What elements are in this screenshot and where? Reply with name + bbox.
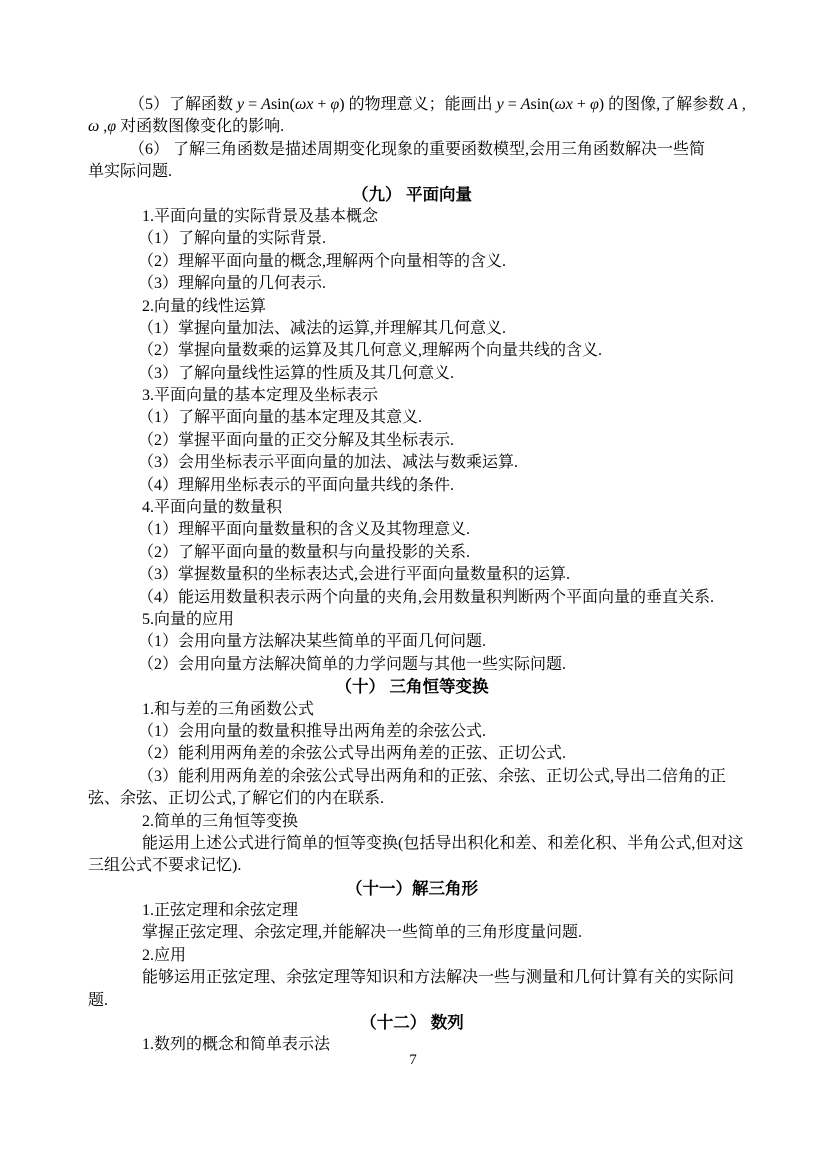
text-segment: （2）理解平面向量的概念,理解两个向量相等的含义. bbox=[138, 252, 507, 270]
text-line bbox=[88, 609, 736, 631]
text-line bbox=[88, 743, 736, 765]
text-segment: 5.向量的应用 bbox=[142, 610, 235, 628]
text-segment: （3）了解向量线性运算的性质及其几何意义. bbox=[138, 364, 455, 382]
text-line bbox=[88, 542, 736, 564]
text-segment: 2.简单的三角恒等变换 bbox=[142, 812, 299, 830]
text-segment: （4）理解用坐标表示的平面向量共线的条件. bbox=[138, 476, 455, 494]
text-segment: 2.应用 bbox=[142, 946, 187, 964]
text-line bbox=[88, 228, 736, 250]
text-segment: （5）了解函数 bbox=[129, 96, 238, 113]
text-line bbox=[88, 116, 736, 138]
text-segment: 1.数列的概念和简单表示法 bbox=[142, 1036, 331, 1054]
text-line bbox=[88, 990, 736, 1012]
text-segment: （4）能运用数量积表示两个向量的夹角,会用数量积判断两个平面向量的垂直关系. bbox=[138, 588, 715, 606]
text-line bbox=[88, 766, 736, 788]
text-line bbox=[88, 519, 736, 541]
page-number: 7 bbox=[409, 1052, 417, 1068]
text-segment: （2）能利用两角差的余弦公式导出两角差的正弦、正切公式. bbox=[138, 745, 567, 763]
text-segment: 能够运用正弦定理、余弦定理等知识和方法解决一些与测量和几何计算有关的实际问 bbox=[142, 969, 735, 987]
text-segment: 4.平面向量的数量积 bbox=[142, 499, 283, 517]
text-segment: （2）会用向量方法解决简单的力学问题与其他一些实际问题. bbox=[138, 655, 567, 673]
text-segment: （3）会用坐标表示平面向量的加法、减法与数乘运算. bbox=[138, 454, 519, 472]
text-line bbox=[88, 811, 736, 833]
math-expression: y bbox=[496, 96, 504, 113]
text-line bbox=[88, 94, 746, 116]
section-heading bbox=[88, 1012, 736, 1034]
math-expression: A bbox=[261, 96, 271, 113]
text-segment: = bbox=[244, 96, 262, 113]
text-segment: + bbox=[572, 96, 590, 113]
text-line bbox=[88, 788, 736, 810]
text-line bbox=[88, 587, 736, 609]
text-line bbox=[88, 497, 736, 519]
text-line bbox=[88, 855, 736, 877]
math-expression: φ bbox=[330, 96, 340, 113]
text-segment: 的图像,了解参数 bbox=[604, 96, 729, 113]
document-body bbox=[88, 94, 746, 1057]
text-segment: sin( bbox=[530, 96, 555, 113]
text-segment: （3）理解向量的几何表示. bbox=[138, 275, 327, 293]
math-expression: y bbox=[237, 96, 245, 113]
math-expression: φ bbox=[107, 118, 117, 136]
text-segment: （1）了解平面向量的基本定理及其意义. bbox=[138, 409, 423, 427]
text-segment: （3）能利用两角差的余弦公式导出两角和的正弦、余弦、正切公式,导出二倍角的正 bbox=[138, 767, 727, 785]
text-line bbox=[88, 654, 736, 676]
text-line bbox=[88, 139, 736, 161]
text-segment: （1）会用向量方法解决某些简单的平面几何问题. bbox=[138, 633, 487, 651]
math-expression: ωx bbox=[554, 96, 573, 113]
text-segment: , bbox=[737, 96, 746, 113]
text-line bbox=[88, 721, 736, 743]
text-segment: 3.平面向量的基本定理及坐标表示 bbox=[142, 387, 379, 405]
text-segment: （6） 了解三角函数是描述周期变化现象的重要函数模型,会用三角函数解决一些简 bbox=[129, 140, 706, 158]
math-expression: A bbox=[728, 96, 738, 113]
text-line bbox=[88, 363, 736, 385]
text-line bbox=[88, 385, 736, 407]
text-line bbox=[88, 699, 736, 721]
text-line bbox=[88, 833, 744, 855]
text-segment: （1）会用向量的数量积推导出两角差的余弦公式. bbox=[138, 722, 487, 740]
text-line bbox=[88, 475, 736, 497]
text-line bbox=[88, 452, 736, 474]
text-line bbox=[88, 900, 736, 922]
math-expression: ω bbox=[88, 118, 100, 136]
text-segment: 掌握正弦定理、余弦定理,并能解决一些简单的三角形度量问题. bbox=[142, 924, 583, 942]
text-line bbox=[88, 161, 736, 183]
text-segment: 弦、余弦、正切公式,了解它们的内在联系. bbox=[88, 790, 385, 808]
section-heading bbox=[88, 184, 736, 206]
text-segment: 能运用上述公式进行简单的恒等变换(包括导出积化和差、和差化积、半角公式,但对这 bbox=[142, 834, 744, 852]
text-segment: （2）了解平面向量的数量积与向量投影的关系. bbox=[138, 543, 471, 561]
text-segment: sin( bbox=[270, 96, 295, 113]
text-line bbox=[88, 631, 736, 653]
text-line bbox=[88, 564, 736, 586]
text-segment: 2.向量的线性运算 bbox=[142, 297, 267, 315]
text-segment: 1.平面向量的实际背景及基本概念 bbox=[142, 207, 379, 225]
text-segment: （1）理解平面向量数量积的含义及其物理意义. bbox=[138, 521, 471, 539]
text-segment: ) bbox=[598, 96, 605, 113]
text-line bbox=[88, 318, 736, 340]
math-expression: A bbox=[520, 96, 531, 113]
text-line bbox=[88, 945, 736, 967]
text-segment: 1.正弦定理和余弦定理 bbox=[142, 902, 299, 920]
section-heading bbox=[88, 878, 736, 900]
text-line bbox=[88, 251, 736, 273]
text-line bbox=[88, 340, 736, 362]
text-segment: （十） 三角恒等变换 bbox=[335, 678, 489, 697]
math-expression: ωx bbox=[294, 96, 314, 113]
text-segment: 单实际问题. bbox=[88, 163, 173, 181]
text-segment: （1）掌握向量加法、减法的运算,并理解其几何意义. bbox=[138, 319, 507, 337]
text-line bbox=[88, 922, 736, 944]
text-segment: 的物理意义；能画出 bbox=[344, 96, 497, 113]
text-segment: = bbox=[503, 96, 521, 113]
text-segment: （3）掌握数量积的坐标表达式,会进行平面向量数量积的运算. bbox=[138, 566, 571, 584]
text-segment: + bbox=[313, 96, 331, 113]
text-segment: , bbox=[99, 118, 108, 136]
text-segment: （九） 平面向量 bbox=[351, 185, 473, 204]
text-segment: （十二） 数列 bbox=[360, 1014, 464, 1033]
math-expression: φ bbox=[589, 96, 599, 113]
text-line bbox=[88, 206, 736, 228]
text-line bbox=[88, 296, 736, 318]
text-line bbox=[88, 967, 736, 989]
text-segment: 题. bbox=[88, 991, 109, 1009]
text-segment: 三组公式不要求记忆). bbox=[88, 857, 242, 875]
text-segment: （十一）解三角形 bbox=[346, 879, 478, 898]
section-heading bbox=[88, 676, 736, 698]
text-line bbox=[88, 407, 736, 429]
text-segment: （1）了解向量的实际背景. bbox=[138, 230, 327, 248]
text-segment: ) bbox=[339, 96, 345, 113]
text-segment: （2）掌握向量数乘的运算及其几何意义,理解两个向量共线的含义. bbox=[138, 342, 603, 360]
text-segment: （2）掌握平面向量的正交分解及其坐标表示. bbox=[138, 431, 455, 449]
text-line bbox=[88, 430, 736, 452]
text-segment: 1.和与差的三角函数公式 bbox=[142, 700, 315, 718]
text-line bbox=[88, 273, 736, 295]
text-segment: 对函数图像变化的影响. bbox=[116, 118, 285, 136]
